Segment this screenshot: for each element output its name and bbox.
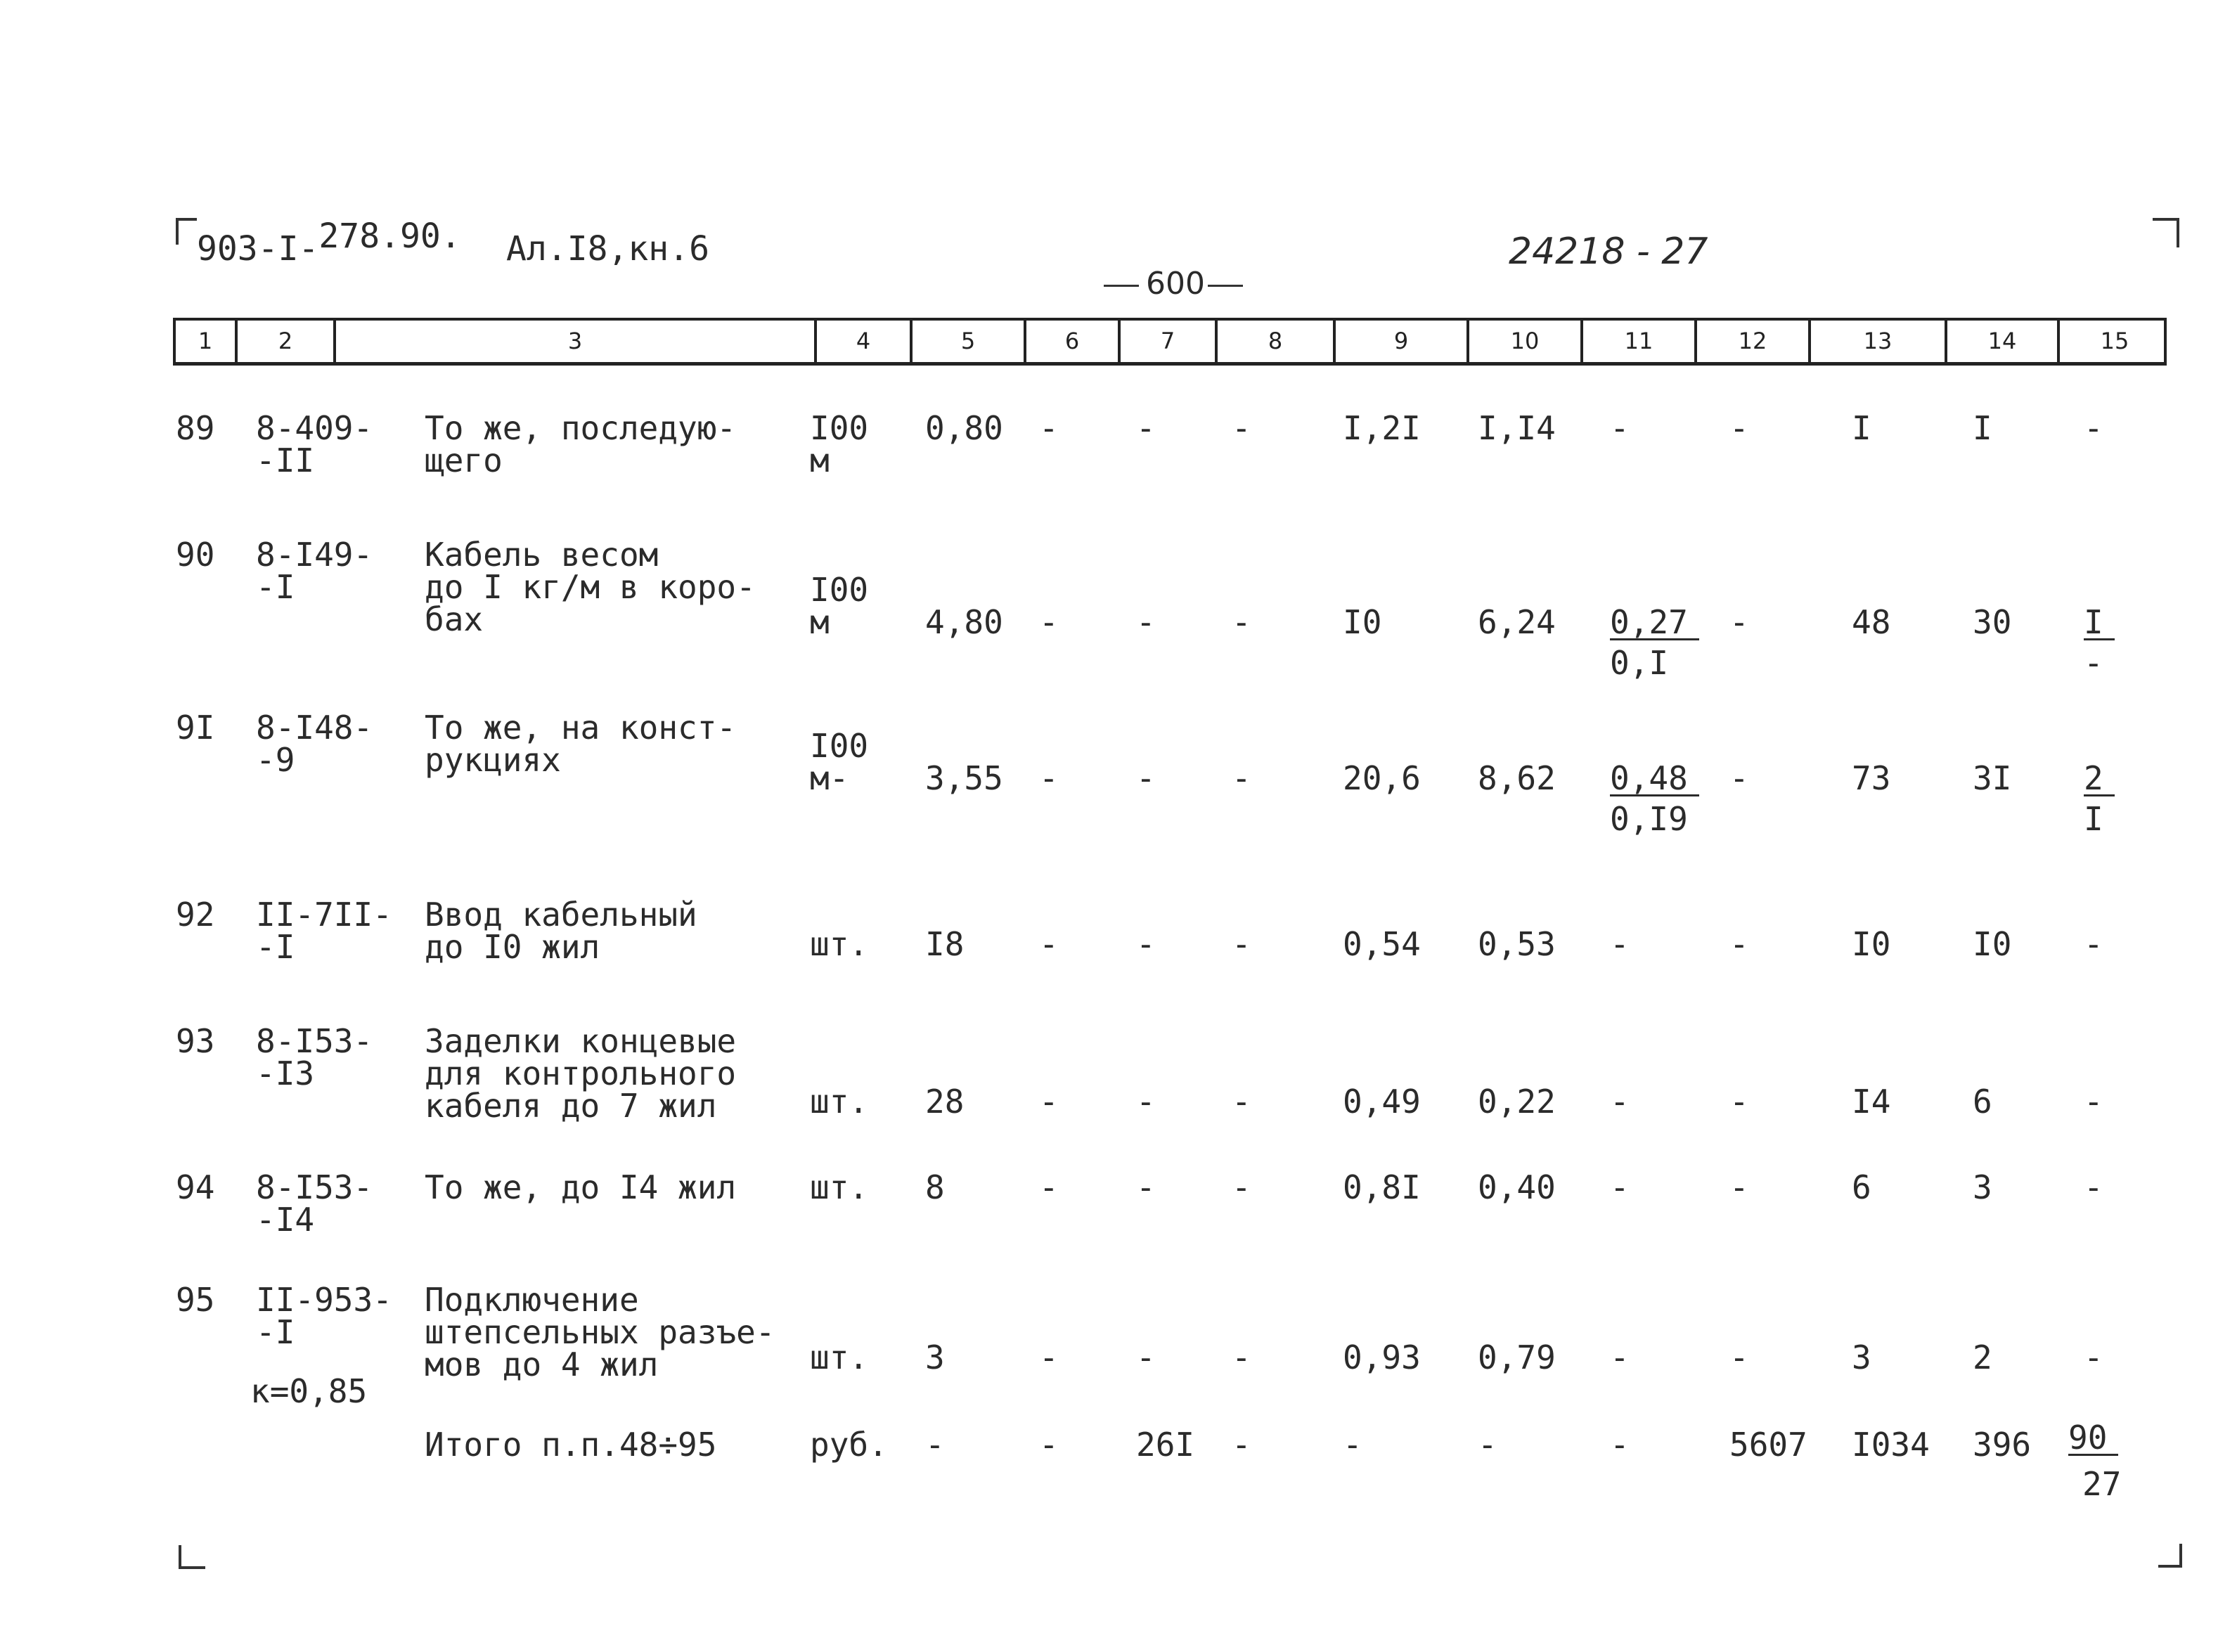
- cell-col-12: -: [1729, 759, 1749, 797]
- cell-col-6: -: [1039, 1338, 1059, 1376]
- unit: шт.: [810, 925, 869, 963]
- total-col-12: 5607: [1729, 1426, 1807, 1464]
- cell-col-9: 0,8I: [1343, 1168, 1421, 1206]
- cell-col-12: -: [1729, 925, 1749, 963]
- cell-col-10: 0,40: [1478, 1168, 1556, 1206]
- rate-code: 8-409- -II: [256, 409, 373, 479]
- cell-col-12: -: [1729, 409, 1749, 447]
- cell-col-11: -: [1610, 1168, 1630, 1206]
- cell-col-12: -: [1729, 1083, 1749, 1121]
- unit: шт.: [810, 1168, 869, 1206]
- cell-col-10: 0,79: [1478, 1338, 1556, 1376]
- cell-col-11: -: [1610, 925, 1630, 963]
- cell-col-14: 2: [1973, 1338, 1992, 1376]
- work-description: Кабель весом до I кг/м в коро- бах: [425, 536, 756, 638]
- cell-col-9: I0: [1343, 603, 1382, 641]
- page-number-text: 600: [1146, 266, 1205, 302]
- rate-code: 8-I53- -I4: [256, 1168, 373, 1239]
- total-col-11: -: [1610, 1426, 1630, 1464]
- column-header-10: 10: [1466, 321, 1580, 362]
- total-col-7: 26I: [1136, 1426, 1195, 1464]
- cell-col-13: I0: [1852, 925, 1891, 963]
- total-unit: руб.: [810, 1426, 888, 1464]
- work-description: Ввод кабельный до I0 жил: [425, 896, 697, 966]
- cell-col-14: 30: [1973, 603, 2012, 641]
- album-label: Ал.I8,кн.6: [506, 229, 709, 269]
- cell-col-15: 2: [2084, 762, 2115, 796]
- cell-col-15: I: [2084, 606, 2115, 640]
- work-description: Подключение штепсельных разъе- мов до 4 жил: [425, 1281, 775, 1383]
- cell-col-6: -: [1039, 759, 1059, 797]
- page-number: [1104, 266, 1243, 302]
- column-header-13: 13: [1808, 321, 1945, 362]
- work-description: То же, до I4 жил: [425, 1168, 737, 1206]
- total-col-15-denominator: 27: [2082, 1465, 2122, 1503]
- cell-col-13: 6: [1852, 1168, 1871, 1206]
- cell-col-7: -: [1136, 1083, 1156, 1121]
- total-col-13: I034: [1852, 1426, 1930, 1464]
- unit: I00 м-: [810, 727, 869, 797]
- cell-col-15: -: [2084, 1338, 2103, 1376]
- column-header-7: 7: [1118, 321, 1215, 362]
- cell-col-9: I,2I: [1343, 409, 1421, 447]
- cell-col-6: -: [1039, 1083, 1059, 1121]
- cell-col-7: -: [1136, 1338, 1156, 1376]
- total-col-6: -: [1039, 1426, 1059, 1464]
- doc-number-sup: 278.90.: [318, 217, 461, 256]
- cell-col-7: -: [1136, 759, 1156, 797]
- page-number-dash-right: [1208, 285, 1243, 287]
- cell-col-12: -: [1729, 1338, 1749, 1376]
- cell-col-11: -: [1610, 1083, 1630, 1121]
- column-header-1: 1: [198, 328, 213, 354]
- cell-col-8: -: [1232, 1083, 1251, 1121]
- cell-col-14: 6: [1973, 1083, 1992, 1121]
- cell-col-5: 4,80: [925, 603, 1003, 641]
- rate-code: 8-I49- -I: [256, 536, 373, 606]
- cell-col-6: -: [1039, 409, 1059, 447]
- unit: I00 м: [810, 571, 869, 641]
- cell-col-7: -: [1136, 409, 1156, 447]
- corner-mark-bottom-right: [2158, 1544, 2182, 1568]
- cell-col-10: 6,24: [1478, 603, 1556, 641]
- cell-col-5: I8: [925, 925, 965, 963]
- cell-col-10: I,I4: [1478, 409, 1556, 447]
- cell-col-9: 0,49: [1343, 1083, 1421, 1121]
- cell-col-10: 8,62: [1478, 759, 1556, 797]
- corner-mark-top-right: [2153, 218, 2179, 247]
- cell-col-10: 0,22: [1478, 1083, 1556, 1121]
- handwritten-code: 24218 - 27: [1509, 231, 1708, 273]
- cell-col-11: 0,27: [1610, 606, 1699, 640]
- cell-col-14: 3: [1973, 1168, 1992, 1206]
- page-number-dash-left: [1104, 285, 1139, 287]
- cell-col-9: 20,6: [1343, 759, 1421, 797]
- row-number: 9I: [176, 709, 215, 747]
- column-header-4: 4: [814, 321, 910, 362]
- cell-col-9: 0,93: [1343, 1338, 1421, 1376]
- rate-coefficient: к=0,85: [250, 1372, 368, 1410]
- total-col-8: -: [1232, 1426, 1251, 1464]
- row-number: 93: [176, 1022, 215, 1060]
- cell-col-8: -: [1232, 759, 1251, 797]
- cell-col-13: I4: [1852, 1083, 1891, 1121]
- cell-col-6: -: [1039, 1168, 1059, 1206]
- row-number: 95: [176, 1281, 215, 1319]
- cell-col-13: 48: [1852, 603, 1891, 641]
- cell-col-13: I: [1852, 409, 1871, 447]
- cell-col-11-denominator: 0,I: [1610, 644, 1669, 682]
- unit: I00 м: [810, 409, 869, 479]
- cell-col-12: -: [1729, 1168, 1749, 1206]
- cell-col-5: 3: [925, 1338, 945, 1376]
- unit: шт.: [810, 1083, 869, 1121]
- cell-col-15: -: [2084, 1083, 2103, 1121]
- cell-col-15-denominator: I: [2084, 800, 2103, 838]
- cell-col-5: 0,80: [925, 409, 1003, 447]
- cell-col-6: -: [1039, 603, 1059, 641]
- total-col-5: -: [925, 1426, 945, 1464]
- corner-mark-top-left: [176, 218, 197, 245]
- cell-col-6: -: [1039, 925, 1059, 963]
- cell-col-15: -: [2084, 409, 2103, 447]
- cell-col-8: -: [1232, 603, 1251, 641]
- row-number: 92: [176, 896, 215, 934]
- cell-col-15: -: [2084, 925, 2103, 963]
- cell-col-8: -: [1232, 925, 1251, 963]
- rate-code: II-953- -I: [256, 1281, 392, 1351]
- cell-col-5: 8: [925, 1168, 945, 1206]
- total-col-14: 396: [1973, 1426, 2032, 1464]
- row-number: 89: [176, 409, 215, 447]
- cell-col-15: -: [2084, 1168, 2103, 1206]
- cell-col-15-denominator: -: [2084, 644, 2103, 682]
- work-description: То же, на конст- рукциях: [425, 709, 737, 779]
- cell-col-13: 73: [1852, 759, 1891, 797]
- cell-col-5: 3,55: [925, 759, 1003, 797]
- column-header-15: 15: [2057, 321, 2170, 362]
- cell-col-14: 3I: [1973, 759, 2012, 797]
- total-col-10: -: [1478, 1426, 1497, 1464]
- cell-col-14: I0: [1973, 925, 2012, 963]
- column-header-2: 2: [235, 321, 333, 362]
- column-header-3: 3: [333, 321, 814, 362]
- work-description: Заделки концевые для контрольного кабеля до 7 жил: [425, 1022, 737, 1125]
- cell-col-8: -: [1232, 1168, 1251, 1206]
- cell-col-13: 3: [1852, 1338, 1871, 1376]
- cell-col-8: -: [1232, 1338, 1251, 1376]
- cell-col-11-denominator: 0,I9: [1610, 800, 1688, 838]
- column-header-5: 5: [910, 321, 1024, 362]
- column-header-row: [173, 318, 2167, 366]
- cell-col-12: -: [1729, 603, 1749, 641]
- rate-code: II-7II- -I: [256, 896, 392, 966]
- column-header-6: 6: [1024, 321, 1118, 362]
- column-header-9: 9: [1333, 321, 1466, 362]
- cell-col-7: -: [1136, 603, 1156, 641]
- column-header-12: 12: [1694, 321, 1808, 362]
- rate-code: 8-I48- -9: [256, 709, 373, 779]
- doc-number: [197, 217, 461, 269]
- cell-col-5: 28: [925, 1083, 965, 1121]
- cell-col-14: I: [1973, 409, 1992, 447]
- cell-col-11: 0,48: [1610, 762, 1699, 796]
- column-header-11: 11: [1580, 321, 1694, 362]
- cell-col-10: 0,53: [1478, 925, 1556, 963]
- rate-code: 8-I53- -I3: [256, 1022, 373, 1092]
- total-label: Итого п.п.48÷95: [425, 1426, 717, 1464]
- cell-col-9: 0,54: [1343, 925, 1421, 963]
- cell-col-11: -: [1610, 1338, 1630, 1376]
- total-col-9: -: [1343, 1426, 1362, 1464]
- column-header-14: 14: [1945, 321, 2057, 362]
- unit: шт.: [810, 1338, 869, 1376]
- row-number: 94: [176, 1168, 215, 1206]
- column-header-8: 8: [1215, 321, 1333, 362]
- row-number: 90: [176, 536, 215, 574]
- cell-col-7: -: [1136, 1168, 1156, 1206]
- cell-col-7: -: [1136, 925, 1156, 963]
- corner-mark-bottom-left: [179, 1545, 205, 1569]
- total-col-15: 90: [2068, 1421, 2118, 1456]
- cell-col-8: -: [1232, 409, 1251, 447]
- work-description: То же, последую- щего: [425, 409, 737, 479]
- doc-number-main: 903-I-: [197, 229, 319, 269]
- cell-col-11: -: [1610, 409, 1630, 447]
